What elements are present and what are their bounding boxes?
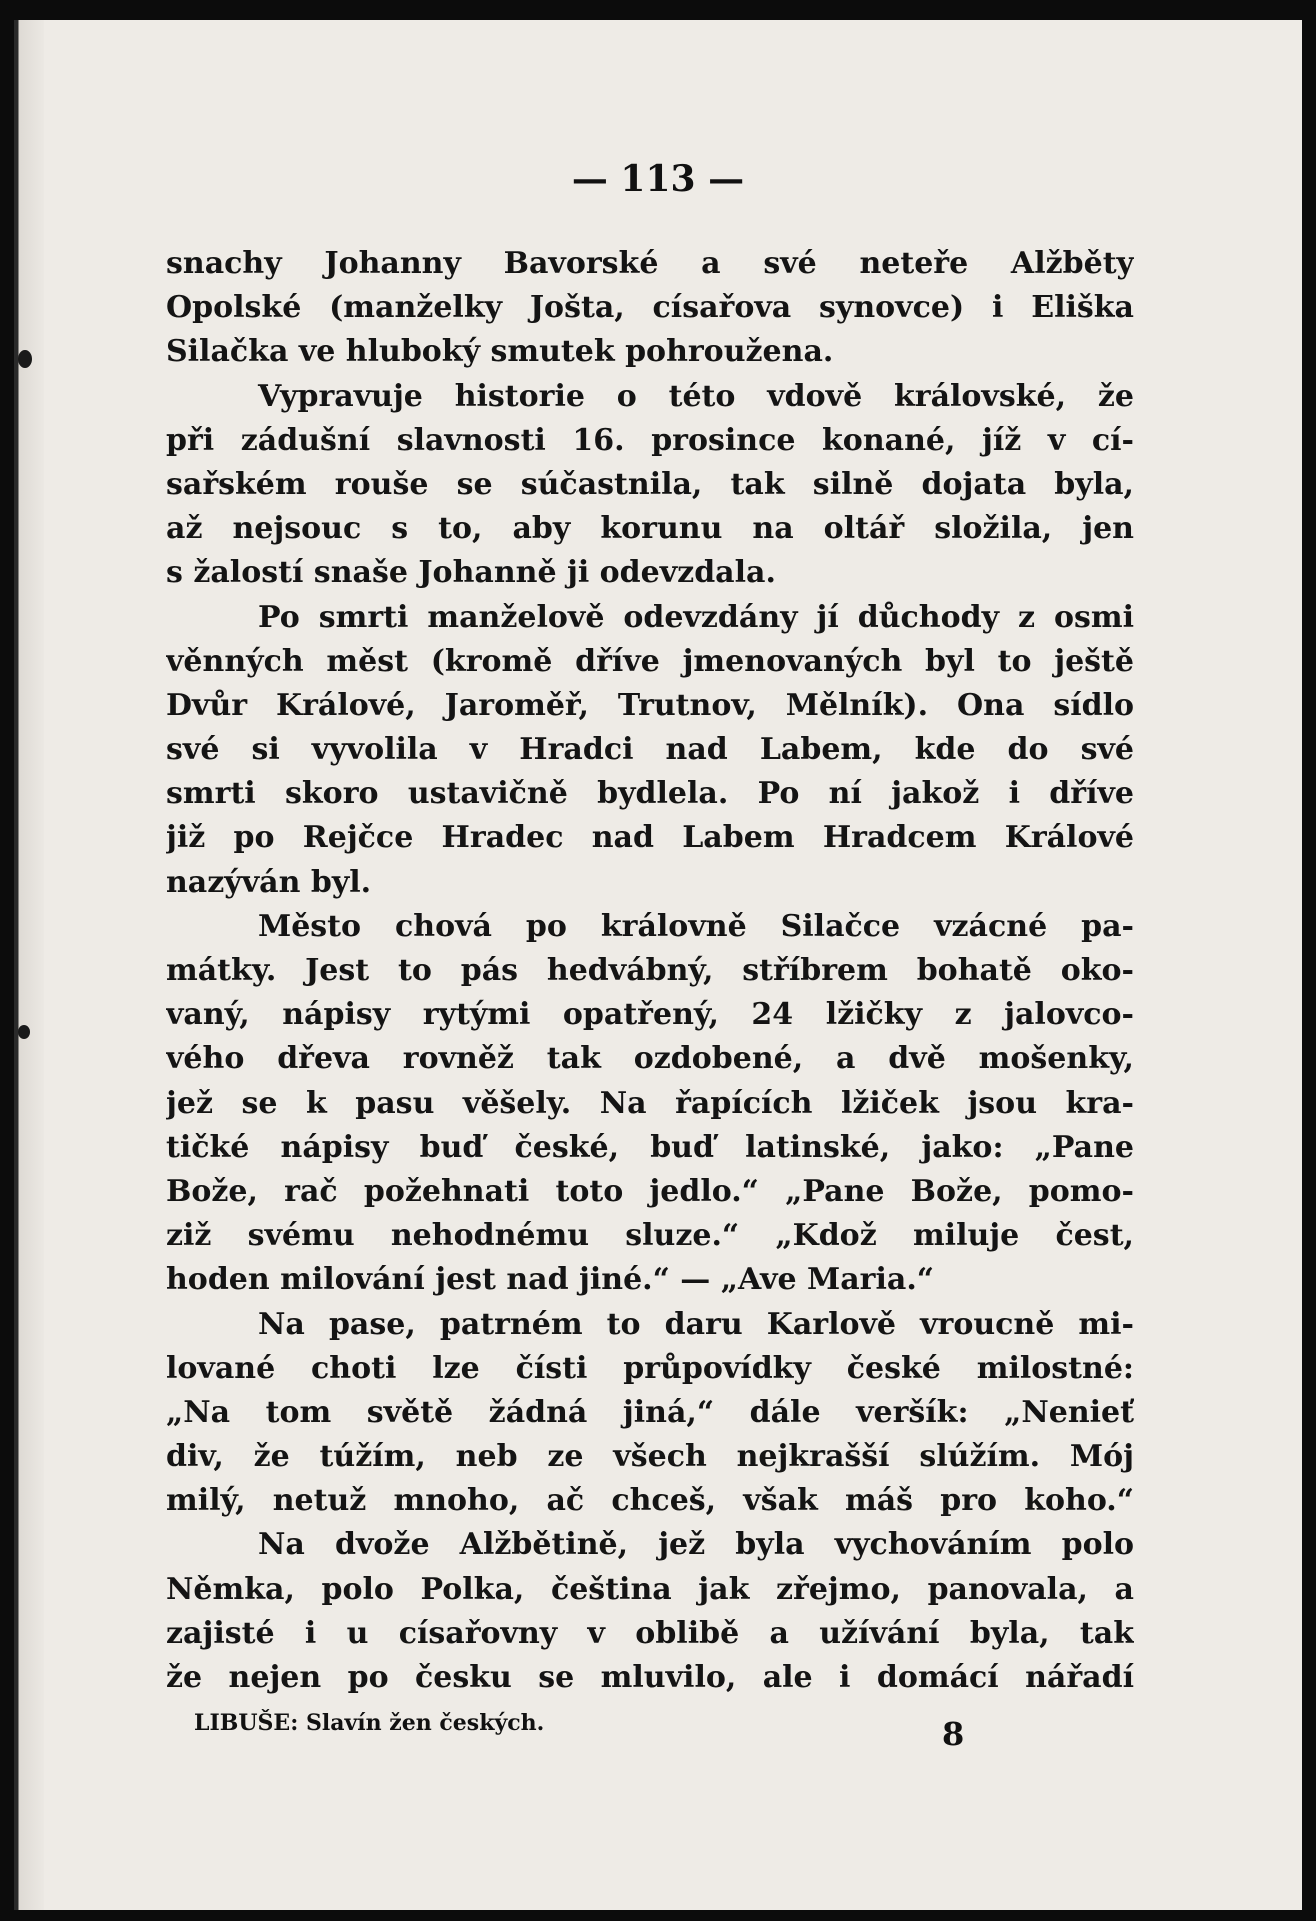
text-line: milý, netuž mnoho, ač chceš, však máš pro koho.“ xyxy=(166,1483,1134,1519)
text-line: při zádušní slavnosti 16. prosince konané, jíž v cí- xyxy=(166,422,1134,458)
text-line: hoden milování jest nad jiné.“ — „Ave Maria.“ xyxy=(166,1262,935,1298)
text-line: Opolské (manželky Jošta, císařova synovce) i Eliška xyxy=(166,290,1134,326)
text-line: Město chová po královně Silačce vzácné pa- xyxy=(258,908,1134,944)
signature-mark: 8 xyxy=(942,1715,965,1753)
page-gutter-edge xyxy=(14,20,44,1910)
page-number: — 113 — xyxy=(571,158,745,200)
text-line: div, že túžím, neb ze všech nejkrašší slúžím. Mój xyxy=(166,1439,1134,1475)
text-line: vého dřeva rovněž tak ozdobené, a dvě mošenky, xyxy=(166,1041,1134,1077)
text-line: že nejen po česku se mluvilo, ale i domácí nářadí xyxy=(166,1660,1134,1695)
text-line: Vypravuje historie o této vdově královské, že xyxy=(258,378,1134,414)
text-line: s žalostí snaše Johanně ji odevzdala. xyxy=(166,555,776,591)
text-line: Němka, polo Polka, čeština jak zřejmo, panovala, a xyxy=(166,1571,1134,1607)
body-text xyxy=(166,242,1134,1700)
ink-speck xyxy=(18,350,32,368)
text-line: nazýván byl. xyxy=(166,864,372,900)
text-line: až nejsouc s to, aby korunu na oltář složila, jen xyxy=(166,511,1134,547)
text-line: sařském rouše se súčastnila, tak silně dojata byla, xyxy=(166,466,1134,502)
text-line: „Na tom světě žádná jiná,“ dále veršík: „Nenieť xyxy=(166,1394,1134,1430)
text-line: věnných měst (kromě dříve jmenovaných byl to ještě xyxy=(166,643,1134,679)
text-line: Dvůr Králové, Jaroměř, Trutnov, Mělník). Ona sídlo xyxy=(166,687,1134,723)
text-line: Po smrti manželově odevzdány jí důchody z osmi xyxy=(258,599,1134,635)
text-line: zajisté i u císařovny v oblibě a užívání byla, tak xyxy=(166,1615,1134,1651)
footer-running-title: LIBUŠE: Slavín žen českých. xyxy=(194,1710,545,1736)
text-line: své si vyvolila v Hradci nad Labem, kde do své xyxy=(166,732,1134,768)
text-line: snachy Johanny Bavorské a své neteře Alžběty xyxy=(166,246,1134,281)
text-line: Bože, rač požehnati toto jedlo.“ „Pane Bože, pomo- xyxy=(166,1173,1134,1209)
text-line: tičké nápisy buď české, buď latinské, jako: „Pane xyxy=(166,1129,1134,1165)
text-line: Na pase, patrném to daru Karlově vroucně mi- xyxy=(258,1306,1134,1342)
text-line: ziž svému nehodnému sluze.“ „Kdož miluje čest, xyxy=(166,1218,1134,1254)
text-line: Silačka ve hluboký smutek pohroužena. xyxy=(166,334,834,370)
text-line: vaný, nápisy rytými opatřený, 24 lžičky z jalovco- xyxy=(166,997,1134,1033)
text-line: jež se k pasu věšely. Na řapících lžiček jsou kra- xyxy=(166,1085,1134,1121)
text-line: lované choti lze čísti průpovídky české milostné: xyxy=(166,1350,1134,1386)
book-page xyxy=(14,20,1302,1910)
ink-speck xyxy=(18,1025,30,1039)
text-line: Na dvože Alžbětině, jež byla vychováním polo xyxy=(258,1527,1134,1563)
text-line: smrti skoro ustavičně bydlela. Po ní jakož i dříve xyxy=(166,776,1134,812)
text-line: již po Rejčce Hradec nad Labem Hradcem Králové xyxy=(166,820,1134,856)
text-line: mátky. Jest to pás hedvábný, stříbrem bohatě oko- xyxy=(166,953,1134,988)
